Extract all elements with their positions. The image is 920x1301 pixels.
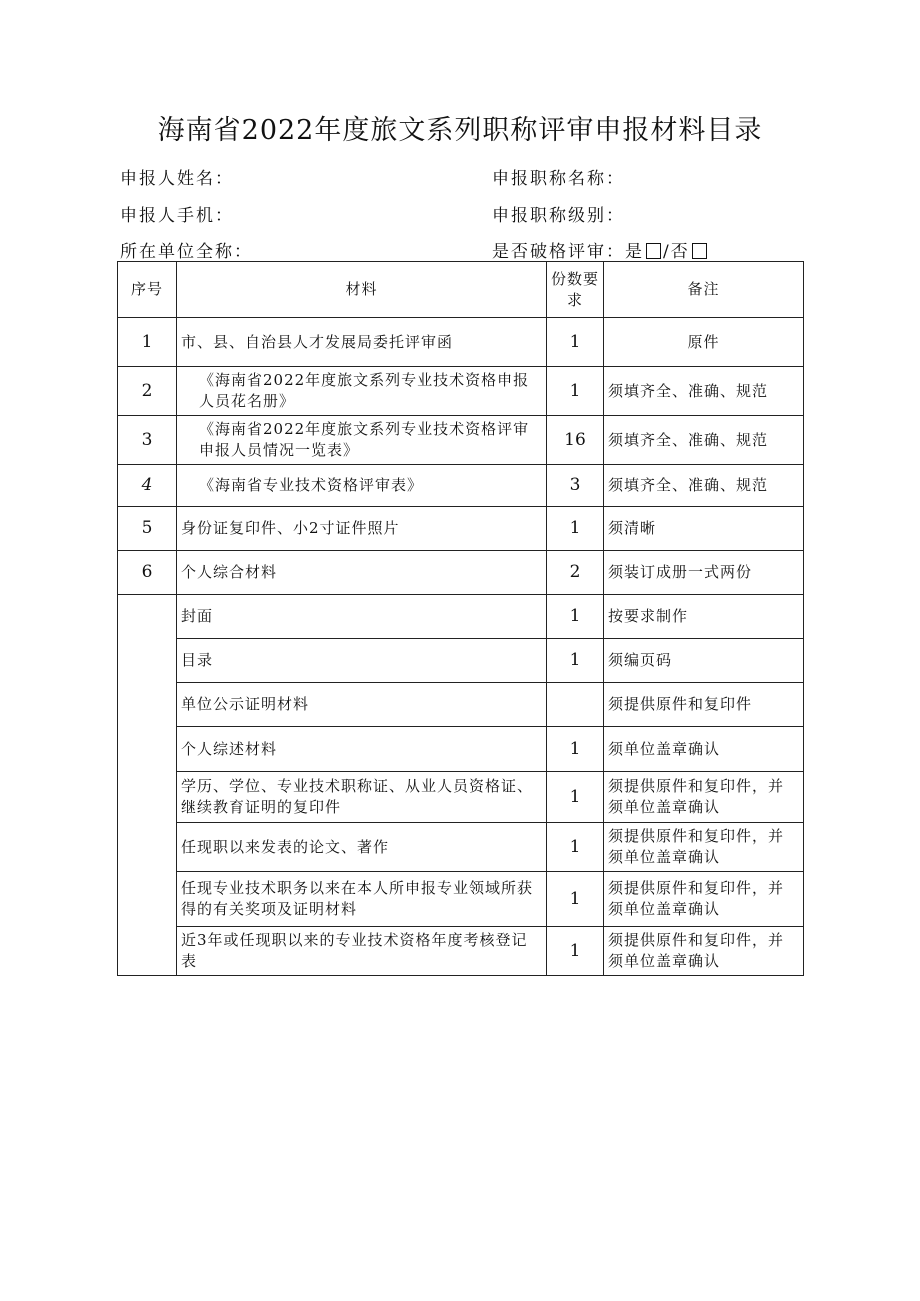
- subrow-material: 封面: [177, 595, 547, 639]
- subrow-remark: 须提供原件和复印件，并须单位盖章确认: [604, 772, 804, 823]
- row-copies: 16: [547, 416, 604, 465]
- table-header-row: [118, 262, 804, 318]
- row-material: 市、县、自治县人才发展局委托评审函: [177, 318, 547, 367]
- subrow-material: 目录: [177, 639, 547, 683]
- subrow-material: 单位公示证明材料: [177, 683, 547, 727]
- subrow-material: 近3年或任现职以来的专业技术资格年度考核登记表: [177, 927, 547, 976]
- row-seq: 4: [118, 465, 177, 507]
- subrow-copies: [547, 683, 604, 727]
- separator: /: [663, 242, 671, 262]
- subrow-remark: 须提供原件和复印件: [604, 683, 804, 727]
- row-seq: 1: [118, 318, 177, 367]
- row-material: 身份证复印件、小2寸证件照片: [177, 507, 547, 551]
- row-seq: 3: [118, 416, 177, 465]
- row-seq: 5: [118, 507, 177, 551]
- row-material: 《海南省专业技术资格评审表》: [177, 465, 547, 507]
- header-remark: 备注: [604, 262, 804, 318]
- subrow-remark: 须单位盖章确认: [604, 727, 804, 772]
- table-subrow: [118, 927, 804, 976]
- yes-checkbox[interactable]: [646, 243, 661, 259]
- no-label: 否: [670, 242, 690, 262]
- row-remark: 原件: [604, 318, 804, 367]
- row-copies: 3: [547, 465, 604, 507]
- unit-name-label: 所在单位全称：: [120, 242, 253, 262]
- row-remark: 须填齐全、准确、规范: [604, 367, 804, 416]
- table-subrow: [118, 872, 804, 927]
- applicant-phone-label: 申报人手机：: [120, 206, 234, 226]
- table-subrow: [118, 639, 804, 683]
- table-subrow: [118, 683, 804, 727]
- row-copies: 2: [547, 551, 604, 595]
- row-remark: 须填齐全、准确、规范: [604, 416, 804, 465]
- table-row: [118, 367, 804, 416]
- row-remark: 须装订成册一式两份: [604, 551, 804, 595]
- applicant-name-label: 申报人姓名：: [120, 169, 234, 189]
- page-title: 海南省2022年度旅文系列职称评审申报材料目录: [157, 115, 763, 146]
- table-subrow: [118, 772, 804, 823]
- subrow-copies: 1: [547, 595, 604, 639]
- header-copies: 份数要求: [547, 262, 604, 318]
- row-material: 《海南省2022年度旅文系列专业技术资格评审申报人员情况一览表》: [177, 416, 547, 465]
- row-material: 《海南省2022年度旅文系列专业技术资格申报人员花名册》: [177, 367, 547, 416]
- subrow-material: 个人综述材料: [177, 727, 547, 772]
- row-material: 个人综合材料: [177, 551, 547, 595]
- subrow-material: 任现职以来发表的论文、著作: [177, 823, 547, 872]
- subrow-copies: 1: [547, 727, 604, 772]
- row-seq: 2: [118, 367, 177, 416]
- header-material: 材料: [177, 262, 547, 318]
- table-row: [118, 318, 804, 367]
- row-copies: 1: [547, 507, 604, 551]
- row-remark: 须填齐全、准确、规范: [604, 465, 804, 507]
- row-copies: 1: [547, 367, 604, 416]
- subrow-remark: 须提供原件和复印件，并须单位盖章确认: [604, 872, 804, 927]
- subrow-material: 任现专业技术职务以来在本人所申报专业领域所获得的有关奖项及证明材料: [177, 872, 547, 927]
- subrow-remark: 须提供原件和复印件，并须单位盖章确认: [604, 927, 804, 976]
- table-subrow: [118, 823, 804, 872]
- empty-seq-cell: [118, 595, 177, 976]
- table-row: [118, 551, 804, 595]
- subrow-copies: 1: [547, 639, 604, 683]
- row-copies: 1: [547, 318, 604, 367]
- table-subrow: [118, 727, 804, 772]
- subrow-copies: 1: [547, 823, 604, 872]
- table-row: [118, 507, 804, 551]
- yes-label: 是: [625, 242, 644, 262]
- subrow-remark: 须提供原件和复印件，并须单位盖章确认: [604, 823, 804, 872]
- row-remark: 须清晰: [604, 507, 804, 551]
- subrow-copies: 1: [547, 772, 604, 823]
- title-level-label: 申报职称级别：: [492, 206, 625, 226]
- subrow-copies: 1: [547, 927, 604, 976]
- header-seq: 序号: [118, 262, 177, 318]
- row-seq: 6: [118, 551, 177, 595]
- table-row: [118, 465, 804, 507]
- exception-review-field: [492, 237, 709, 262]
- subrow-remark: 须编页码: [604, 639, 804, 683]
- exception-review-label: 是否破格评审：: [492, 242, 625, 262]
- subrow-remark: 按要求制作: [604, 595, 804, 639]
- subrow-material: 学历、学位、专业技术职称证、从业人员资格证、继续教育证明的复印件: [177, 772, 547, 823]
- table-row: [118, 416, 804, 465]
- subrow-copies: 1: [547, 872, 604, 927]
- table-subrow: [118, 595, 804, 639]
- no-checkbox[interactable]: [692, 243, 707, 259]
- title-name-label: 申报职称名称：: [492, 169, 625, 189]
- materials-table: [117, 261, 804, 976]
